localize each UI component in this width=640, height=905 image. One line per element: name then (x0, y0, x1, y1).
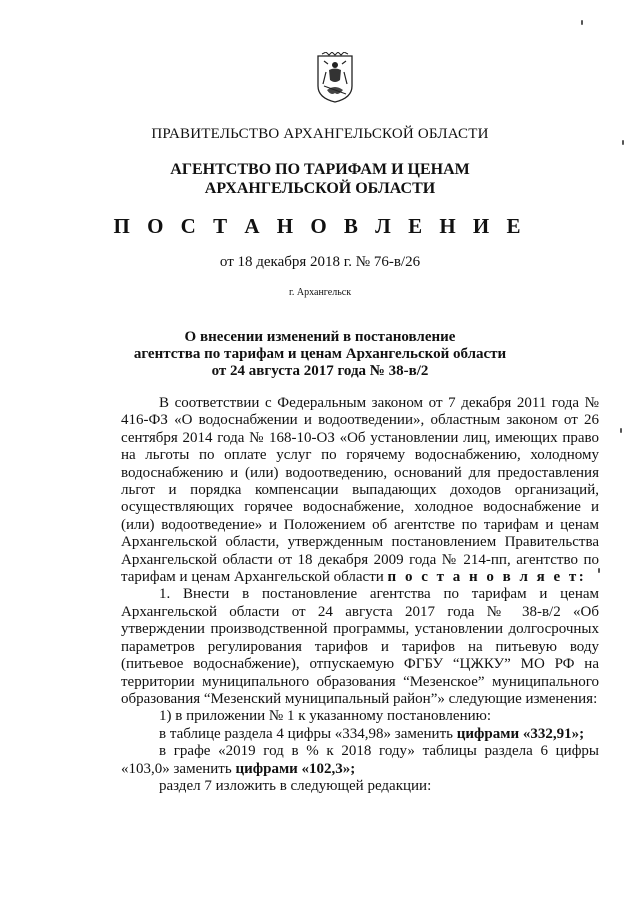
agency-name-line1: АГЕНТСТВО ПО ТАРИФАМ И ЦЕНАМ (170, 161, 470, 178)
change-3-paragraph: раздел 7 изложить в следующей редакции: (159, 777, 432, 794)
change-1-paragraph (121, 726, 599, 743)
sub-item-1-paragraph: 1) в приложении № 1 к указанному постановлению: (159, 708, 491, 725)
scan-mark (622, 140, 624, 145)
scan-mark (581, 20, 583, 25)
document-city: г. Архангельск (288, 287, 352, 298)
coat-of-arms-icon (316, 52, 354, 104)
document-body (121, 395, 599, 795)
resolves-keyword: п о с т а н о в л я е т: (387, 569, 587, 586)
subject-line1: О внесении изменений в постановление (184, 329, 456, 345)
preamble-paragraph (121, 395, 599, 586)
document-type-title: П О С Т А Н О В Л Е Н И Е (113, 214, 527, 238)
agency-name-line2: АРХАНГЕЛЬСКОЙ ОБЛАСТИ (204, 180, 436, 197)
agency-name (0, 160, 640, 198)
scan-mark (620, 428, 622, 433)
document-subject (0, 329, 640, 380)
change-2-paragraph (121, 743, 599, 778)
change-1-prefix: в таблице раздела 4 цифры «334,98» заменить (159, 725, 453, 742)
government-name: ПРАВИТЕЛЬСТВО АРХАНГЕЛЬСКОЙ ОБЛАСТИ (151, 126, 489, 142)
subject-line3: от 24 августа 2017 года № 38-в/2 (211, 363, 429, 379)
change-2-replacement: цифрами «102,3»; (235, 760, 356, 777)
subject-line2: агентства по тарифам и ценам Архангельской области (133, 346, 507, 362)
change-1-replacement: цифрами «332,91»; (456, 725, 585, 742)
item-1-paragraph: 1. Внести в постановление агентства по тарифам и ценам Архангельской области от 24 августа 2017 года № 38-в/2 «Об утверждении производственной программы, установлении долгосрочных параметров регулирования тарифов и тарифов на питьевую воду (питьевое водоснабжение), отпускаемую ФГБУ “ЦЖКУ” МО РФ на территории муниципального образования “Мезенское” муниципального образования “Мезенский муниципальный район”» следующие изменения: (121, 586, 599, 707)
document-date-number: от 18 декабря 2018 г. № 76-в/26 (219, 254, 421, 270)
preamble-text: В соответствии с Федеральным законом от 7 декабря 2011 года № 416-ФЗ «О водоснабжении и водоотведении», областным законом от 26 сентября 2014 года № 168-10-ОЗ «Об установлении лиц, имеющих право на льготы по оплате услуг по горячему водоснабжению, холодному водоснабжению и (или) водоотведению, оснований для предоставления льгот и порядка компенсации выпадающих доходов организаций, осуществляющих горячее водоснабжение, холодное водоснабжение и (или) водоотведение» и Положением об агентстве по тарифам и ценам Архангельской области, утвержденным постановлением Правительства Архангельской области от 18 декабря 2009 года № 214-пп, агентство по тарифам и ценам Архангельской области (121, 395, 599, 586)
change-2-prefix: в графе «2019 год в % к 2018 году» таблицы раздела 6 цифры «103,0» заменить (121, 743, 599, 777)
scan-mark (598, 568, 600, 573)
